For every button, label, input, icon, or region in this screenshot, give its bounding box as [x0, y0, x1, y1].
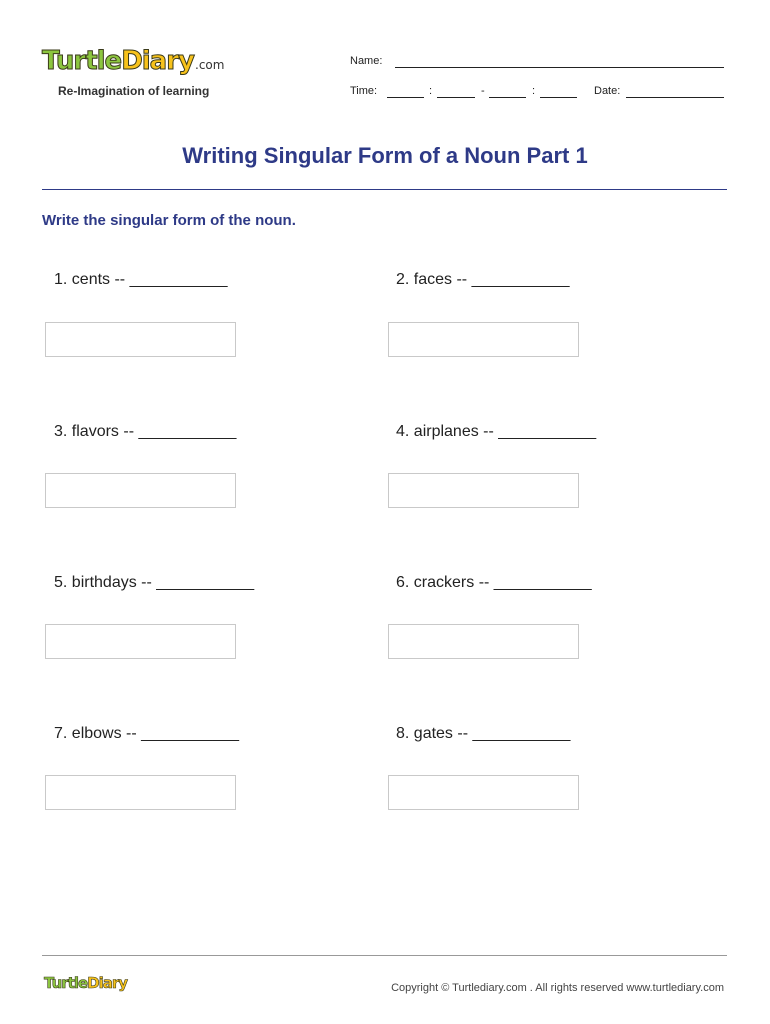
answer-box-8[interactable]: [388, 775, 579, 810]
time-end-hours-field[interactable]: [489, 97, 526, 98]
question-2: 2. faces -- ___________: [396, 271, 570, 288]
turtle-diary-logo: [42, 46, 225, 86]
logo-suffix: .com: [195, 58, 225, 72]
time-hours-field[interactable]: [387, 97, 424, 98]
instruction-text: Write the singular form of the noun.: [42, 212, 296, 229]
page-title: Writing Singular Form of a Noun Part 1: [182, 143, 588, 168]
time-minutes-field[interactable]: [437, 97, 475, 98]
answer-box-2[interactable]: [388, 322, 579, 357]
time-label: Time:: [350, 85, 378, 97]
tagline: Re-Imagination of learning: [58, 84, 210, 98]
footer-divider: [42, 955, 727, 956]
time-separator: :: [532, 85, 536, 97]
answer-box-6[interactable]: [388, 624, 579, 659]
answer-box-7[interactable]: [45, 775, 236, 810]
name-field[interactable]: [395, 67, 724, 68]
footer-logo-word-diary: Diary: [87, 974, 128, 992]
time-separator: :: [429, 85, 433, 97]
question-1: 1. cents -- ___________: [54, 271, 228, 288]
answer-box-3[interactable]: [45, 473, 236, 508]
logo-word-diary: Diary: [121, 46, 194, 76]
footer-logo: [44, 974, 127, 992]
date-field[interactable]: [626, 97, 724, 98]
question-5: 5. birthdays -- ___________: [54, 574, 255, 591]
time-separator: -: [481, 85, 485, 97]
footer-logo-word-turtle: Turtle: [44, 974, 88, 992]
logo-wordmark: [42, 46, 224, 76]
time-end-minutes-field[interactable]: [540, 97, 577, 98]
title-divider: [42, 189, 727, 190]
question-6: 6. crackers -- ___________: [396, 574, 592, 591]
logo-word-turtle: Turtle: [42, 46, 122, 76]
question-7: 7. elbows -- ___________: [54, 725, 240, 742]
date-label: Date:: [594, 85, 621, 97]
answer-box-5[interactable]: [45, 624, 236, 659]
answer-box-4[interactable]: [388, 473, 579, 508]
answer-box-1[interactable]: [45, 322, 236, 357]
copyright-text: Copyright © Turtlediary.com . All rights reserved www.turtlediary.com: [391, 982, 724, 994]
question-3: 3. flavors -- ___________: [54, 423, 237, 440]
name-label: Name:: [350, 55, 383, 67]
question-4: 4. airplanes -- ___________: [396, 423, 597, 440]
question-8: 8. gates -- ___________: [396, 725, 571, 742]
